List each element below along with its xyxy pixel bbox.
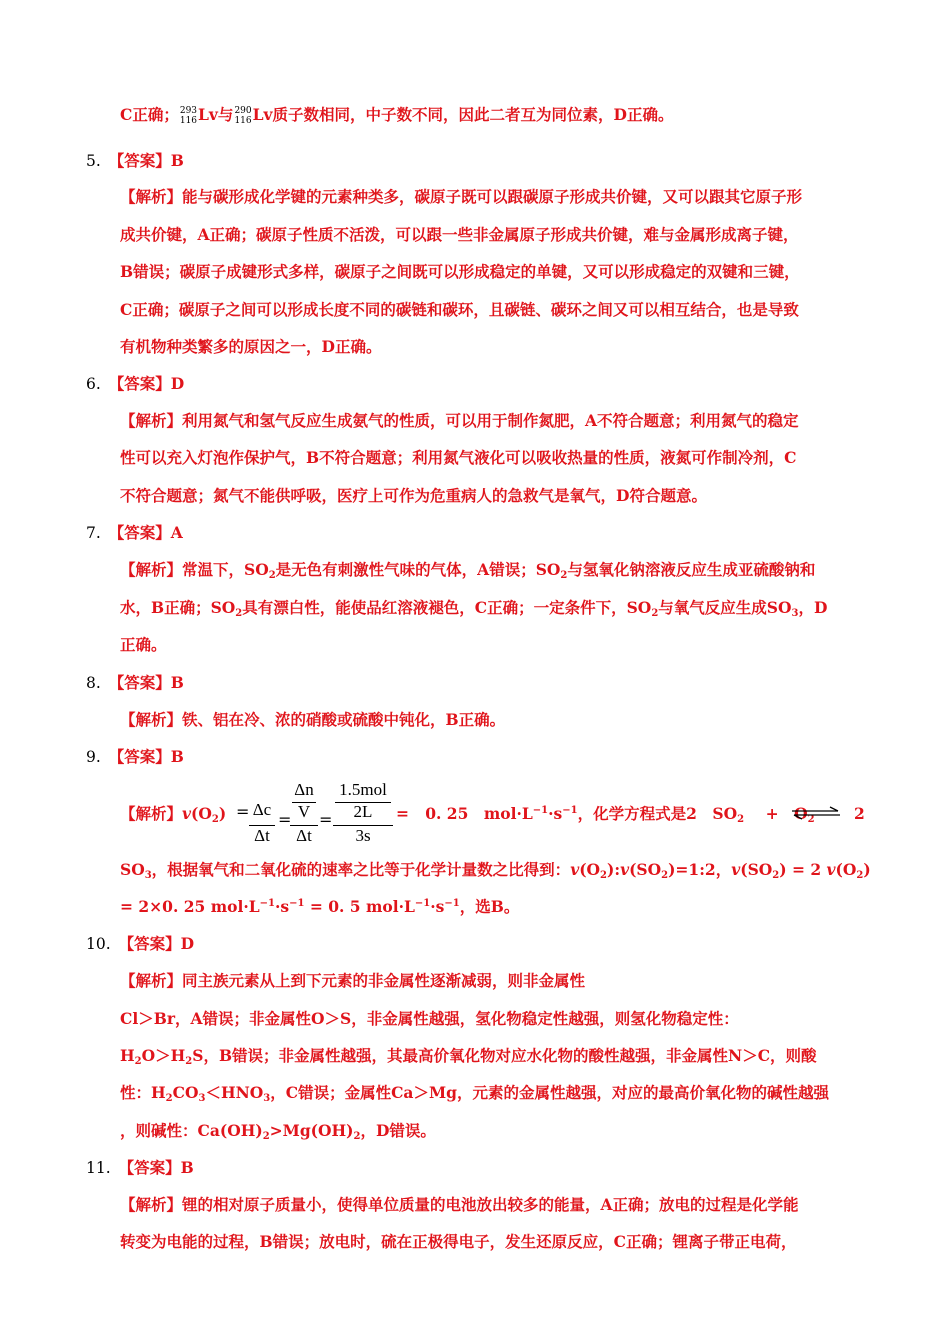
q10-line-5: ，则碱性：$Ca(OH)_2>Mg(OH)_2$，D错误。 (120, 1121, 436, 1142)
question-10-header: 10. 【答案】D (86, 934, 195, 953)
question-7-header: 7. 【答案】A (86, 523, 183, 542)
q9-line-2: $SO_3$，根据氧气和二氧化硫的速率之比等于化学计量数之比得到：$v(O_2):v(SO_2)=1:2$，$v(SO_2) = 2$ $v(O_2)$ (120, 860, 871, 881)
question-5-header: 5. 【答案】B (86, 151, 184, 170)
question-6-header: 6. 【答案】D (86, 374, 185, 393)
q6-line-2: 性可以充入灯泡作保护气，B不符合题意；利用氮气液化可以吸收热量的性质，液氮可作制冷剂，C (120, 448, 797, 467)
isotope-lv-293: 293 116 (179, 106, 198, 126)
q10-line-3: $H_2O>H_2S$，B错误；非金属性越强，其最高价氧化物对应水化物的酸性越强，非金属性N＞C，则酸 (120, 1046, 817, 1067)
text: Lv质子数相同，中子数不同，因此二者互为同位素，D正确。 (252, 105, 674, 124)
q7-line-2: 水，B正确；$SO_2$具有漂白性，能使品红溶液褪色，C正确；一定条件下，$SO_2$与氧气反应生成$SO_3$，D (120, 598, 828, 619)
q6-line-3: 不符合题意；氮气不能供呼吸，医疗上可作为危重病人的急救气是氧气，D符合题意。 (120, 486, 707, 505)
q10-line-2: Cl＞Br，A错误；非金属性O＞S，非金属性越强，氢化物稳定性越强，则氢化物稳定性： (120, 1009, 739, 1028)
reversible-arrow-icon (790, 806, 842, 820)
q7-line-1: 【解析】常温下，$SO_2$是无色有刺激性气味的气体，A错误；$SO_2$与氢氧化钠溶液反应生成亚硫酸钠和 (120, 560, 816, 581)
q11-line-1: 【解析】锂的相对原子质量小，使得单位质量的电池放出较多的能量，A正确；放电的过程是化学能 (120, 1195, 799, 1214)
question-8-header: 8. 【答案】B (86, 673, 184, 692)
equals-sign: = (319, 810, 333, 829)
equals-sign: = (236, 802, 250, 821)
text: C正确； (120, 105, 179, 124)
document-page: C正确； 293 116 Lv与 290 116 Lv质子数相同，中子数不同，因此二者互为同位素，D正确。 5. 【答案】B 【解析】能与碳形成化学键的元素种类多，碳原子既可以跟碳原子形成共价键，又可以跟其它原子形 成共价键，A正确；碳原子性质不活泼，可以跟一些非金属原子形成共价键，难与金属形成离子键， B错误；碳原子成键形式多样，碳原子之间既可以形成稳定的单键，又可以形成稳定的双键和三键， C正确；碳原子之间可以形成长度不同的碳链和碳环，且碳链、碳环之间又可以相互结合，也是导致 有机物种类繁多的原因之一，D正确。 6. 【答案】D 【解析】利用氮气和氢气反应生成氨气的性质，可以用于制作氮肥，A不符合题意；利用氮气的稳定 性可以充入灯泡作保护气，B不符合题意；利用氮气液化可以吸收热量的性质，液氮可作制冷剂，C 不符合题意；氮气不能供呼吸，医疗上可作为危重病人的急救气是氧气，D符合题意。 7. 【答案】A 【解析】常温下，$SO_2$是无色有刺激性气味的气体，A错误；$SO_2$与氢氧化钠溶液反应生成亚硫酸钠和 水，B正确；$SO_2$具有漂白性，能使品红溶液褪色，C正确；一定条件下，$SO_2$与氧气反应生成$SO_3$，D 正确。 8. 【答案】B 【解析】铁、铝在冷、浓的硝酸或硫酸中钝化，B正确。 9. 【答案】B 【解析】$v(O_2)$ = = = Δc Δt Δn V Δt 1.5mol 2L 3s = 0. 25 $mol\cdot L^{-1}\cdot s^{-1}$，化学方程式是2 $SO_2$ + $O_2$ 2 $SO_3$，根据氧气和二氧化硫的速率之比等于化学计量数之比得到：$v(O_2):v(SO_2)=1:2$，$v(SO_2) = 2$ $v(O_2)$ = 2×0. 25 $mol\cdot L^{-1}\cdot s^{-1} = 0$. 5 $mol\cdot L^{-1}\cdot s^{-1}$，选B。 10. 【答案】D 【解析】同主族元素从上到下元素的非金属性逐渐减弱，则非金属性 Cl＞Br，A错误；非金属性O＞S，非金属性越强，氢化物稳定性越强，则氢化物稳定性： $H_2O>H_2S$，B错误；非金属性越强，其最高价氧化物对应水化物的酸性越强，非金属性N＞C，则酸 性：$H_2CO_3<HNO_3$，C错误；金属性Ca＞Mg，元素的金属性越强，对应的最高价氧化物的碱性越强 ，则碱性：$Ca(OH)_2>Mg(OH)_2$，D错误。 11. 【答案】B 【解析】锂的相对原子质量小，使得单位质量的电池放出较多的能量，A正确；放电的过程是化学能 转变为电能的过程，B错误；放电时，硫在正极得电子，发生还原反应，C正确；锂离子带正电荷， (0, 0, 950, 1344)
equals-sign: = (278, 810, 292, 829)
coefficient: 2 (854, 804, 865, 823)
isotope-lv-290: 290 116 (234, 106, 252, 126)
q5-line-5: 有机物种类繁多的原因之一，D正确。 (120, 337, 382, 356)
q5-line-1: 【解析】能与碳形成化学键的元素种类多，碳原子既可以跟碳原子形成共价键，又可以跟其它原子形 (120, 187, 803, 206)
q7-line-3: 正确。 (120, 635, 167, 654)
q11-line-2: 转变为电能的过程，B错误；放电时，硫在正极得电子，发生还原反应，C正确；锂离子带正电荷， (120, 1232, 797, 1251)
q9-rate-result: = 0. 25 $mol\cdot L^{-1}\cdot s^{-1}$，化学方程式是2 $SO_2$ + $O_2$ (396, 804, 815, 825)
q10-line-1: 【解析】同主族元素从上到下元素的非金属性逐渐减弱，则非金属性 (120, 971, 586, 990)
q9-line-3: = 2×0. 25 $mol\cdot L^{-1}\cdot s^{-1} = 0$. 5 $mol\cdot L^{-1}\cdot s^{-1}$，选B。 (120, 897, 520, 916)
q6-line-1: 【解析】利用氮气和氢气反应生成氨气的性质，可以用于制作氮肥，A不符合题意；利用氮气的稳定 (120, 411, 799, 430)
text: Lv与 (198, 105, 234, 124)
question-11-header: 11. 【答案】B (86, 1158, 194, 1177)
q8-line-1: 【解析】铁、铝在冷、浓的硝酸或硫酸中钝化，B正确。 (120, 710, 506, 729)
q5-line-4: C正确；碳原子之间可以形成长度不同的碳链和碳环，且碳链、碳环之间又可以相互结合，也是导致 (120, 300, 799, 319)
question-9-header: 9. 【答案】B (86, 747, 184, 766)
q5-line-2: 成共价键，A正确；碳原子性质不活泼，可以跟一些非金属原子形成共价键，难与金属形成离子键， (120, 225, 799, 244)
q4-tail-line (120, 105, 880, 126)
q9-formula-lead: 【解析】$v(O_2)$ (120, 804, 227, 825)
q10-line-4: 性：$H_2CO_3<HNO_3$，C错误；金属性Ca＞Mg，元素的金属性越强，对应的最高价氧化物的碱性越强 (120, 1083, 829, 1104)
q5-line-3: B错误；碳原子成键形式多样，碳原子之间既可以形成稳定的单键，又可以形成稳定的双键和三键， (120, 262, 800, 281)
